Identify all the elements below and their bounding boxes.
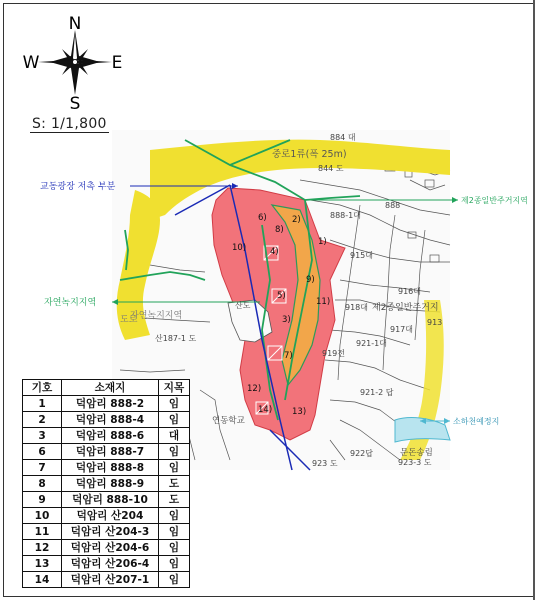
parcel-6: 6) <box>258 213 267 223</box>
legend-category: 임 <box>159 508 190 524</box>
compass-south: S <box>69 94 81 114</box>
road-text-2: 도로 <box>120 315 138 325</box>
lot-913: 913 <box>427 318 443 327</box>
table-row <box>23 460 190 476</box>
lot-923: 923 도 <box>312 459 338 468</box>
table-row <box>23 396 190 412</box>
green-text: 자연녹지지역 <box>130 311 183 321</box>
compass-west: W <box>22 53 40 73</box>
table-row <box>23 476 190 492</box>
legend-category: 임 <box>159 412 190 428</box>
legend-header-symbol: 기호 <box>23 380 62 396</box>
parcel-13: 13) <box>292 407 307 417</box>
parcel-8: 8) <box>275 225 284 235</box>
legend-symbol: 8 <box>23 476 62 492</box>
legend-location: 덕암리 산207-1 <box>62 572 159 588</box>
parcel-1: 1) <box>318 237 327 247</box>
callout-residential-zone: 제2종일반주거지역 <box>461 196 528 205</box>
legend-symbol: 2 <box>23 412 62 428</box>
legend-location: 덕암리 888-8 <box>62 460 159 476</box>
legend-category: 임 <box>159 460 190 476</box>
legend-symbol: 1 <box>23 396 62 412</box>
lot-919: 919전 <box>322 349 345 358</box>
lot-888-1: 888-1대 <box>330 211 361 220</box>
table-row <box>23 556 190 572</box>
school-text: 연동학교 <box>212 416 245 426</box>
parcel-7: 7) <box>284 351 293 361</box>
legend-category: 임 <box>159 524 190 540</box>
legend-symbol: 3 <box>23 428 62 444</box>
parcel-4: 4) <box>270 247 279 257</box>
lot-888: 888 <box>385 201 401 210</box>
lot-923-3: 923-3 도 <box>398 458 432 467</box>
lot-921-1: 921-1대 <box>356 339 387 348</box>
legend-location: 덕암리 888-9 <box>62 476 159 492</box>
parcel-10: 10) <box>232 243 247 253</box>
park-text: 문돈송림 <box>400 448 433 458</box>
legend-location: 덕암리 888-6 <box>62 428 159 444</box>
lot-915: 915대 <box>350 251 373 260</box>
callout-bridge-plaza: 교동광장 저촉 부분 <box>40 182 116 192</box>
zone-text: 제2종일반주거지 <box>372 303 439 313</box>
legend-location: 덕암리 888-2 <box>62 396 159 412</box>
lot-921-2: 921-2 답 <box>360 388 394 397</box>
legend-category: 대 <box>159 428 190 444</box>
table-row <box>23 524 190 540</box>
parcel-11: 11) <box>316 297 331 307</box>
lot-187: 산187-1 도 <box>155 334 197 343</box>
legend-location: 덕암리 산204-3 <box>62 524 159 540</box>
table-row <box>23 572 190 588</box>
table-row <box>23 540 190 556</box>
lot-884: 884 대 <box>330 133 356 142</box>
legend-location: 덕암리 산204 <box>62 508 159 524</box>
small-text-1: 산도 <box>235 301 251 310</box>
legend-category: 임 <box>159 572 190 588</box>
parcel-5: 5) <box>277 291 286 301</box>
table-row <box>23 508 190 524</box>
parcel-14: 14) <box>258 405 273 415</box>
legend-symbol: 7 <box>23 460 62 476</box>
lot-918: 918대 <box>345 303 368 312</box>
legend-symbol: 6 <box>23 444 62 460</box>
legend-category: 임 <box>159 556 190 572</box>
legend-category: 임 <box>159 444 190 460</box>
legend-category: 도 <box>159 492 190 508</box>
lot-922: 922답 <box>350 449 373 458</box>
legend-category: 임 <box>159 396 190 412</box>
parcel-3: 3) <box>282 315 291 325</box>
table-row <box>23 412 190 428</box>
legend-symbol: 14 <box>23 572 62 588</box>
scale-label: S: 1/1,800 <box>32 116 107 132</box>
callout-river-zone: 소하천예정지 <box>453 417 500 426</box>
compass-rose <box>23 14 123 114</box>
legend-symbol: 13 <box>23 556 62 572</box>
parcel-9: 9) <box>306 275 315 285</box>
compass-east: E <box>111 53 123 73</box>
legend-symbol: 11 <box>23 524 62 540</box>
legend-header-row <box>23 380 190 396</box>
road-label: 중로1류(폭 25m) <box>272 149 347 160</box>
lot-916: 916대 <box>398 287 421 296</box>
legend-location: 덕암리 산206-4 <box>62 556 159 572</box>
table-row <box>23 492 190 508</box>
legend-symbol: 10 <box>23 508 62 524</box>
table-row <box>23 428 190 444</box>
table-row <box>23 444 190 460</box>
legend-symbol: 9 <box>23 492 62 508</box>
legend-header-category: 지목 <box>159 380 190 396</box>
legend-symbol: 12 <box>23 540 62 556</box>
legend-location: 덕암리 888-4 <box>62 412 159 428</box>
legend-table <box>22 379 190 588</box>
legend-location: 덕암리 산204-6 <box>62 540 159 556</box>
lot-844: 844 도 <box>318 164 344 173</box>
callout-green-area: 자연녹지지역 <box>44 298 97 308</box>
legend-location: 덕암리 888-7 <box>62 444 159 460</box>
parcel-12: 12) <box>247 384 262 394</box>
compass-north: N <box>68 14 82 34</box>
legend-category: 도 <box>159 476 190 492</box>
legend-location: 덕암리 888-10 <box>62 492 159 508</box>
legend-category: 임 <box>159 540 190 556</box>
parcel-2: 2) <box>292 215 301 225</box>
lot-917: 917대 <box>390 325 413 334</box>
legend-header-location: 소재지 <box>62 380 159 396</box>
